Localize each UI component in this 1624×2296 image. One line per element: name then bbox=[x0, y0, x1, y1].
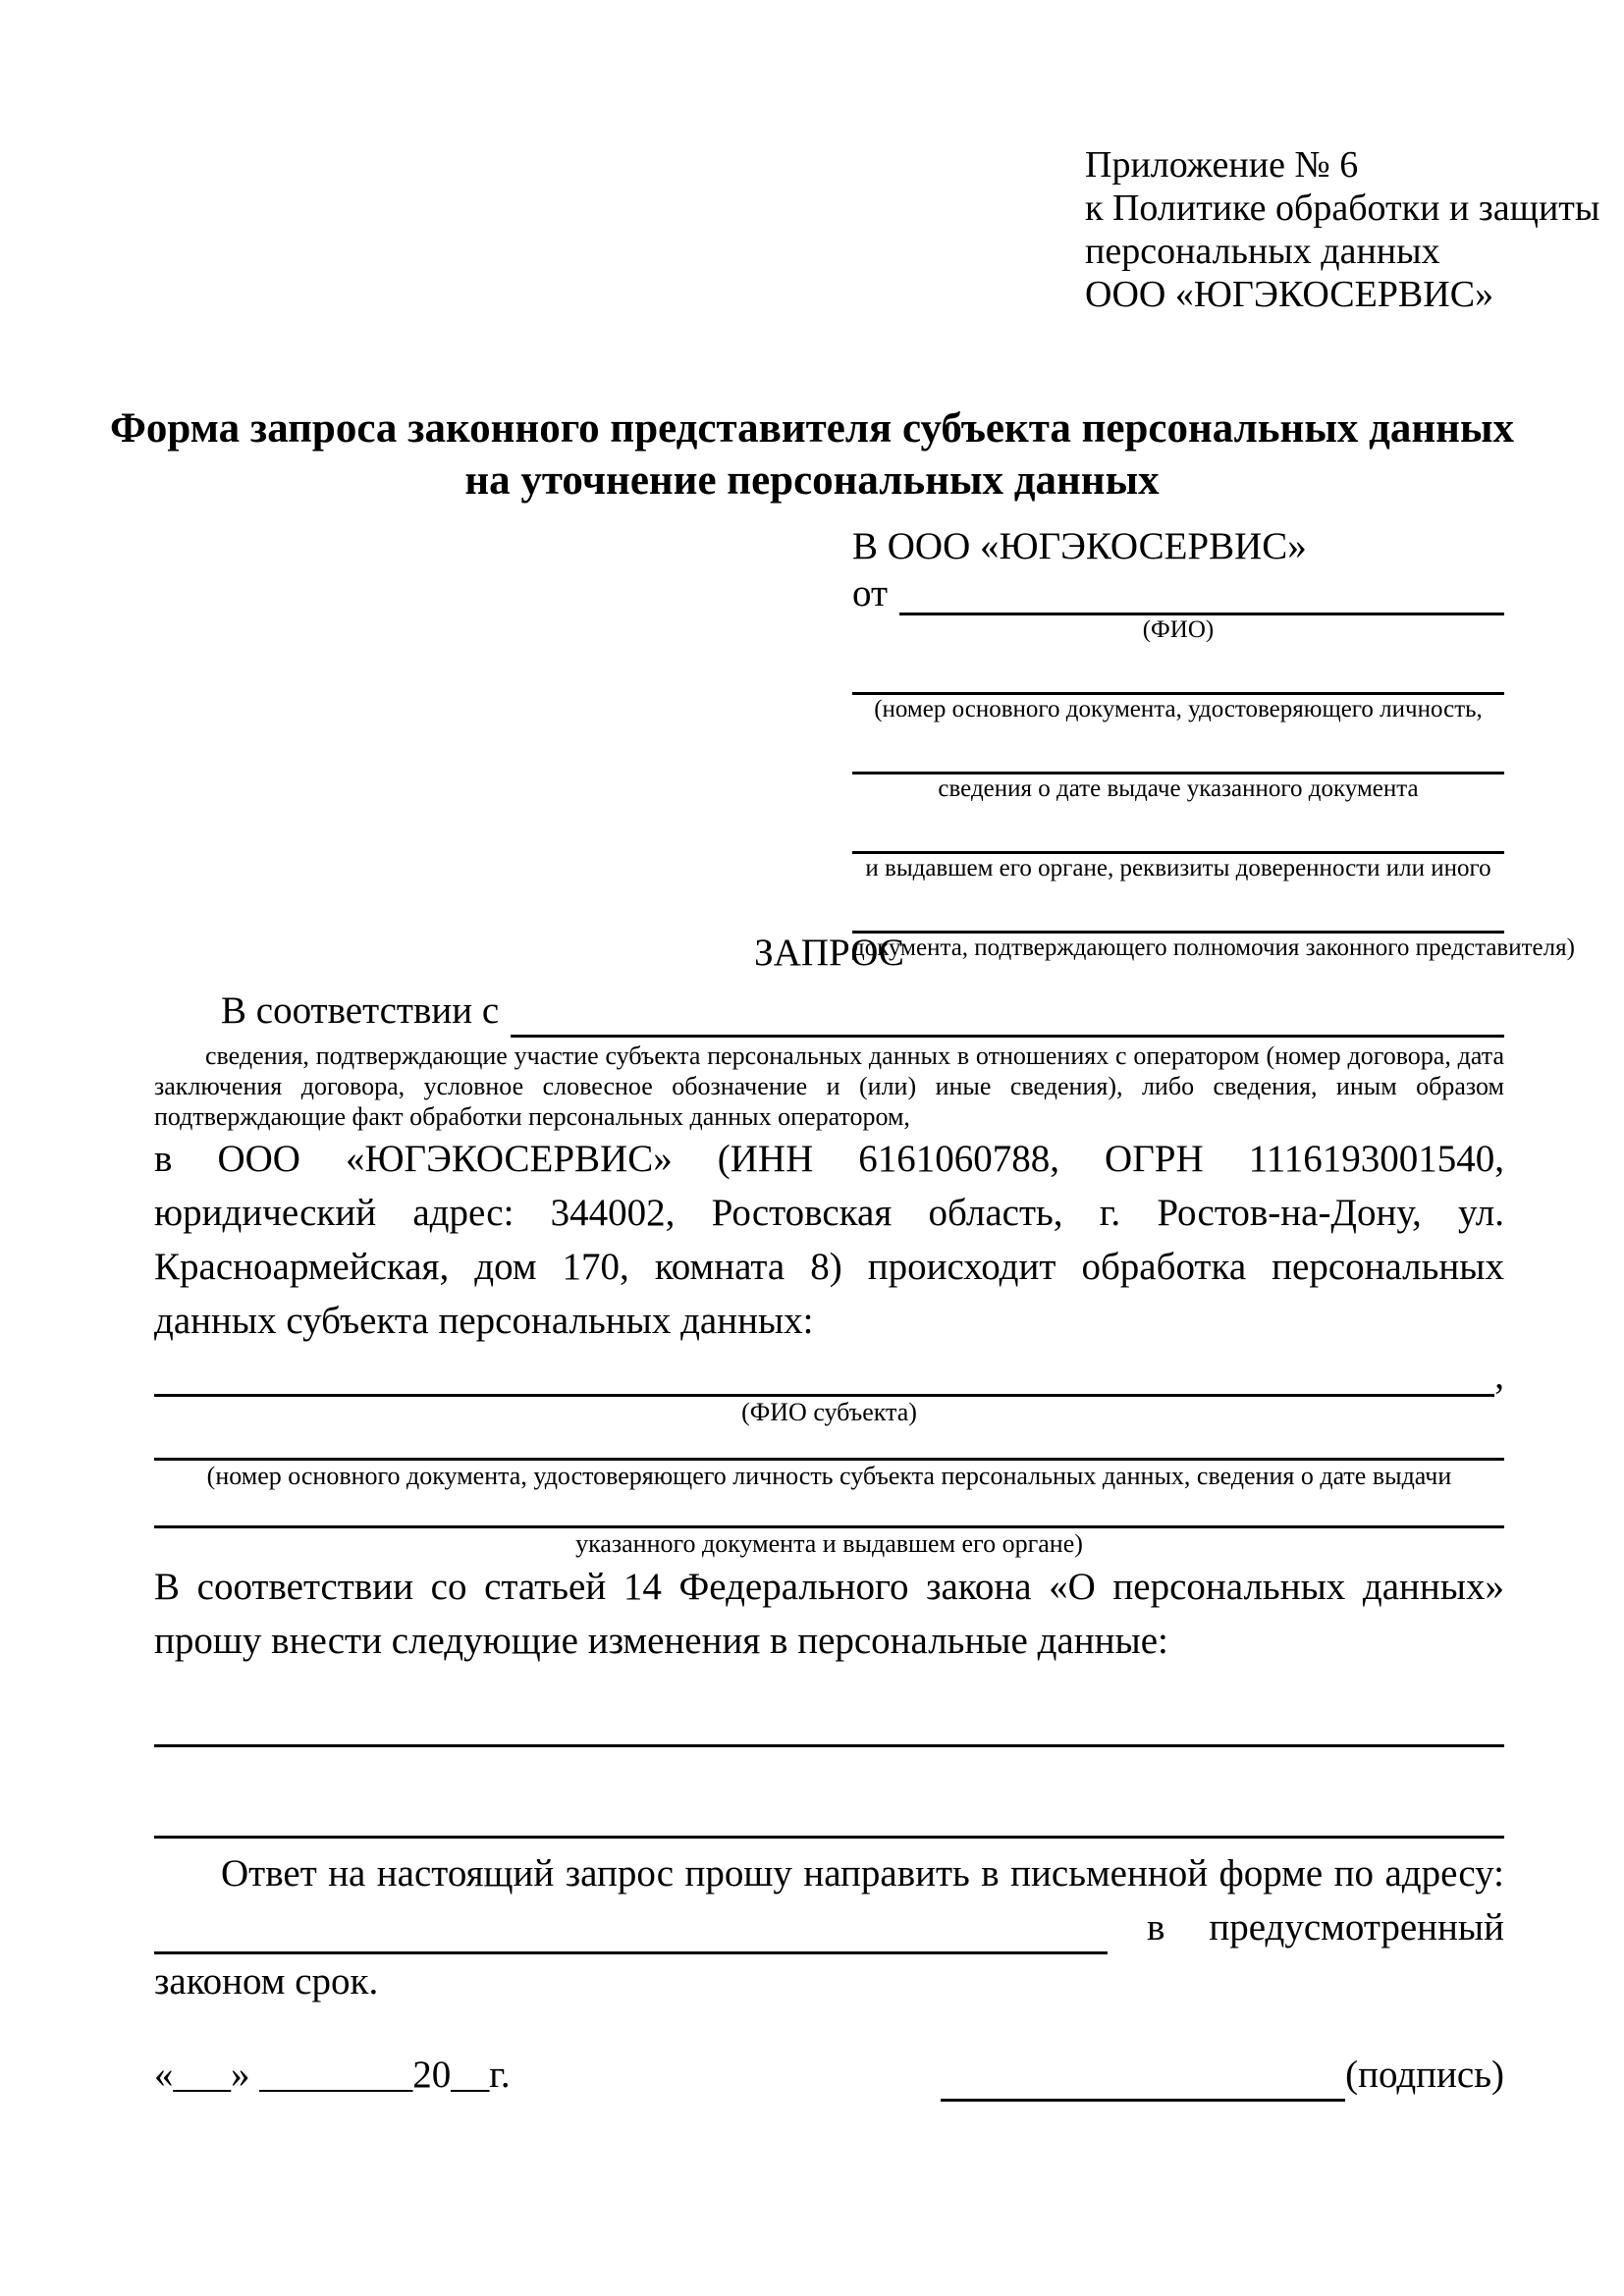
from-row bbox=[852, 572, 1504, 615]
accordance-row bbox=[154, 984, 1504, 1038]
request-body bbox=[154, 931, 1575, 2102]
subject-fio-caption: (ФИО субъекта) bbox=[741, 1398, 917, 1426]
date-line: «___» ________20__г. bbox=[154, 2054, 511, 2096]
appendix-policy-line2: персональных данных bbox=[1085, 231, 1440, 272]
rep-doc-caption-4: документа, подтверждающего полномочия законного представителя) bbox=[852, 934, 1575, 961]
answer-paragraph: Ответ на настоящий запрос прошу направить в письменной форме по адресу: bbox=[221, 1852, 1504, 1895]
appendix-policy-line: к Политике обработки и защиты bbox=[1085, 187, 1600, 229]
date-signature-row bbox=[154, 2048, 1504, 2102]
operator-paragraph: в ООО «ЮГЭКОСЕРВИС» (ИНН 6161060788, ОГРН 1116193001540, юридический адрес: 344002, Ростовская область, г. Ростов-на-Дону, ул. Красноармейская, дом 170, комната 8) происходит обработка персональных данных субъекта персональных данных: bbox=[154, 1138, 1504, 1342]
from-label: от bbox=[852, 572, 889, 614]
accordance-caption: сведения, подтверждающие участие субъекта персональных данных в отношениях с оператором (номер договора, дата заключения договора, условное словесное обозначение и (или) иные сведения), либо сведения, иным образом подтверждающие факт обработки персональных данных оператором, bbox=[154, 1041, 1504, 1131]
subject-doc-caption-1: (номер основного документа, удостоверяющего личность субъекта персональных данных, сведения о дате выдачи bbox=[206, 1462, 1452, 1490]
page-title-line1: Форма запроса законного представителя субъекта персональных данных bbox=[109, 405, 1515, 452]
answer-tail-line2: законом срок. bbox=[154, 1960, 379, 2002]
appendix-header bbox=[1085, 143, 1599, 316]
signature-caption: (подпись) bbox=[1345, 2054, 1504, 2096]
rep-doc-field-line-2 bbox=[852, 738, 1504, 774]
answer-in-word: в bbox=[1146, 1906, 1165, 1949]
subject-fio-row bbox=[154, 1356, 1504, 1397]
subject-fio-comma: , bbox=[1494, 1355, 1504, 1397]
rep-doc-field-line-3 bbox=[852, 818, 1504, 854]
changes-field-line-1 bbox=[154, 1711, 1504, 1747]
page-title-line2: на уточнение персональных данных bbox=[464, 457, 1160, 504]
rep-doc-caption-2: сведения о дате выдаче указанного документа bbox=[938, 775, 1419, 802]
page-title bbox=[0, 402, 1624, 507]
appendix-number: Приложение № 6 bbox=[1085, 144, 1359, 186]
subject-doc-field-line-2 bbox=[154, 1492, 1504, 1528]
rep-doc-field-line-4 bbox=[852, 897, 1504, 934]
rep-doc-field-line-1 bbox=[852, 659, 1504, 695]
rep-doc-caption-1: (номер основного документа, удостоверяющего личность, bbox=[874, 696, 1483, 722]
answer-tail-word: предусмотренный bbox=[1209, 1906, 1504, 1949]
from-fio-field-line bbox=[899, 572, 1504, 615]
appendix-company: ООО «ЮГЭКОСЕРВИС» bbox=[1085, 274, 1494, 315]
request-heading: ЗАПРОС bbox=[754, 932, 904, 974]
subject-doc-caption-2: указанного документа и выдавшем его органе) bbox=[575, 1529, 1083, 1558]
subject-doc-field-line-1 bbox=[154, 1428, 1504, 1461]
addressee-to: В ООО «ЮГЭКОСЕРВИС» bbox=[852, 525, 1307, 567]
accordance-field-line bbox=[511, 984, 1504, 1038]
answer-address-row bbox=[154, 1900, 1504, 1954]
addressee-block bbox=[852, 525, 1575, 963]
accordance-label: В соответствии с bbox=[221, 989, 500, 1032]
signature-field-line bbox=[941, 2059, 1345, 2102]
changes-field-line-2 bbox=[154, 1802, 1504, 1839]
law-paragraph: В соответствии со статьей 14 Федерального закона «О персональных данных» прошу внести следующие изменения в персональные данные: bbox=[154, 1566, 1504, 1662]
rep-doc-caption-3: и выдавшем его органе, реквизиты доверенности или иного bbox=[865, 855, 1491, 881]
fio-caption: (ФИО) bbox=[1142, 616, 1215, 643]
